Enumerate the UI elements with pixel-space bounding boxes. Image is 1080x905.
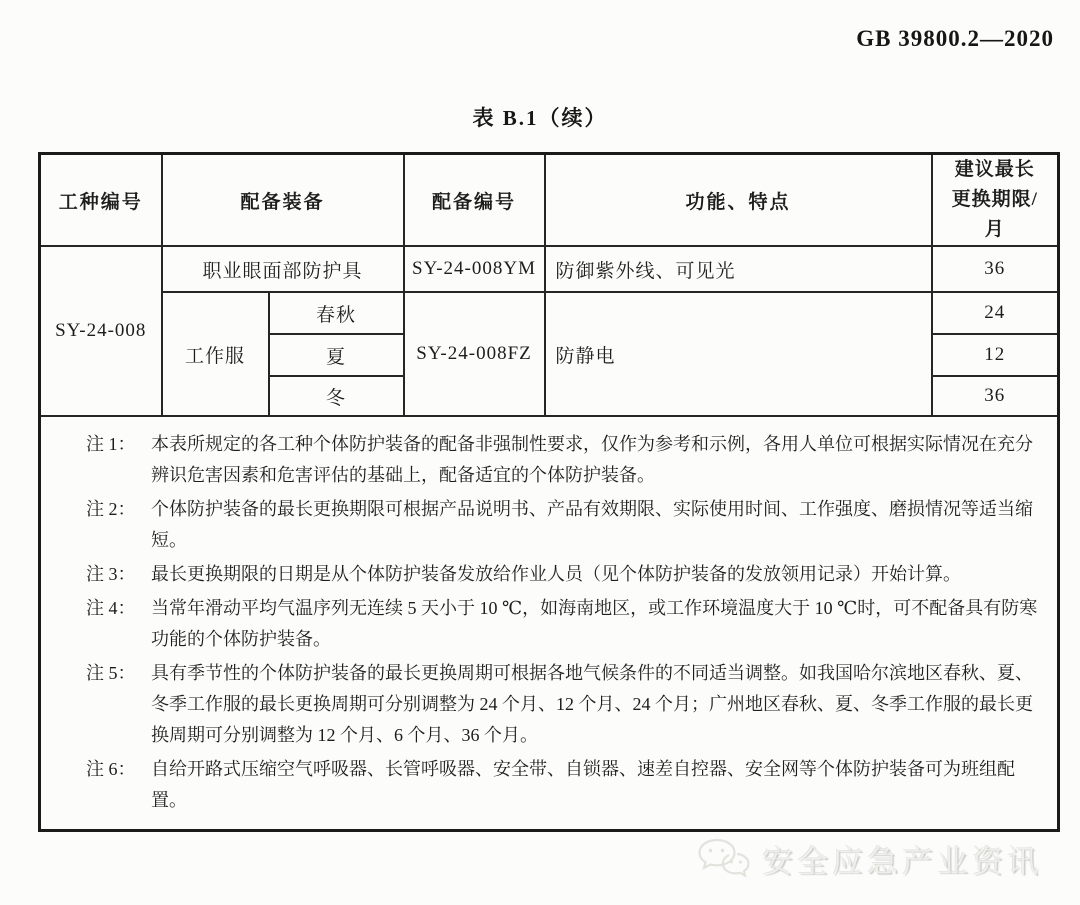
note-5: [86, 658, 1039, 751]
note-3-text: 最长更换期限的日期是从个体防护装备发放给作业人员（见个体防护装备的发放领用记录）开始计算。: [151, 564, 961, 584]
wechat-icon: [696, 837, 752, 881]
standard-number: GB 39800.2—2020: [856, 26, 1054, 51]
note-2-label: 注 2：: [86, 499, 136, 519]
cell-equipment-eye-face: 职业眼面部防护具: [162, 246, 404, 292]
note-1-text: 本表所规定的各工种个体防护装备的配备非强制性要求，仅作为参考和示例，各用人单位可根据实际情况在充分辨识危害因素和危害评估的基础上，配备适宜的个体防护装备。: [151, 434, 1033, 485]
watermark-text: 安全应急产业资讯: [762, 844, 1042, 879]
notes-block: [40, 416, 1059, 831]
cell-season-winter: 冬: [269, 376, 404, 416]
note-4-label: 注 4：: [86, 598, 136, 618]
cell-code-ym: SY-24-008YM: [404, 246, 545, 292]
cell-months-36: 36: [932, 246, 1059, 292]
cell-code-fz: SY-24-008FZ: [404, 292, 545, 416]
ppe-table: [38, 152, 1060, 832]
cell-workwear: 工作服: [162, 292, 269, 416]
cell-months-24: 24: [932, 292, 1059, 334]
table-header-row: [40, 154, 1059, 247]
table-container: [38, 152, 1060, 832]
header-job-code: 工种编号: [40, 154, 162, 247]
note-5-label: 注 5：: [86, 663, 136, 683]
cell-months-12: 12: [932, 334, 1059, 376]
header-replacement-period: 建议最长更换期限/月: [932, 154, 1059, 247]
header-equipment: 配备装备: [162, 154, 404, 247]
cell-months-36b: 36: [932, 376, 1059, 416]
note-5-text: 具有季节性的个体防护装备的最长更换周期可根据各地气候条件的不同适当调整。如我国哈尔滨地区春秋、夏、冬季工作服的最长更换周期可分别调整为 24 个月、12 个月、24 个月；广州地区春秋、夏、冬季工作服的最长更换周期可分别调整为 12 个月、6 个月、36 个月。: [151, 663, 1033, 745]
cell-season-spring-autumn: 春秋: [269, 292, 404, 334]
note-1-label: 注 1：: [86, 434, 136, 454]
header-equipment-code: 配备编号: [404, 154, 545, 247]
header-function: 功能、特点: [545, 154, 932, 247]
note-2-text: 个体防护装备的最长更换期限可根据产品说明书、产品有效期限、实际使用时间、工作强度、磨损情况等适当缩短。: [151, 499, 1033, 550]
note-6-text: 自给开路式压缩空气呼吸器、长管呼吸器、安全带、自锁器、速差自控器、安全网等个体防护装备可为班组配置。: [151, 759, 1015, 810]
table-row: [40, 246, 1059, 292]
note-2: [86, 494, 1039, 556]
note-4: [86, 593, 1039, 655]
cell-season-summer: 夏: [269, 334, 404, 376]
note-6-label: 注 6：: [86, 759, 136, 779]
note-3: [86, 559, 1039, 590]
note-3-label: 注 3：: [86, 564, 136, 584]
table-row: [40, 292, 1059, 334]
note-6: [86, 754, 1039, 816]
note-4-text: 当常年滑动平均气温序列无连续 5 天小于 10 ℃，如海南地区，或工作环境温度大于 10 ℃时，可不配备具有防寒功能的个体防护装备。: [151, 598, 1038, 649]
watermark: [696, 836, 1042, 881]
cell-feature-antistatic: 防静电: [545, 292, 932, 416]
cell-feature-uv: 防御紫外线、可见光: [545, 246, 932, 292]
table-title: 表 B.1（续）: [472, 106, 608, 130]
notes-row: [40, 416, 1059, 831]
cell-job-code: SY-24-008: [40, 246, 162, 416]
note-1: [86, 429, 1039, 491]
